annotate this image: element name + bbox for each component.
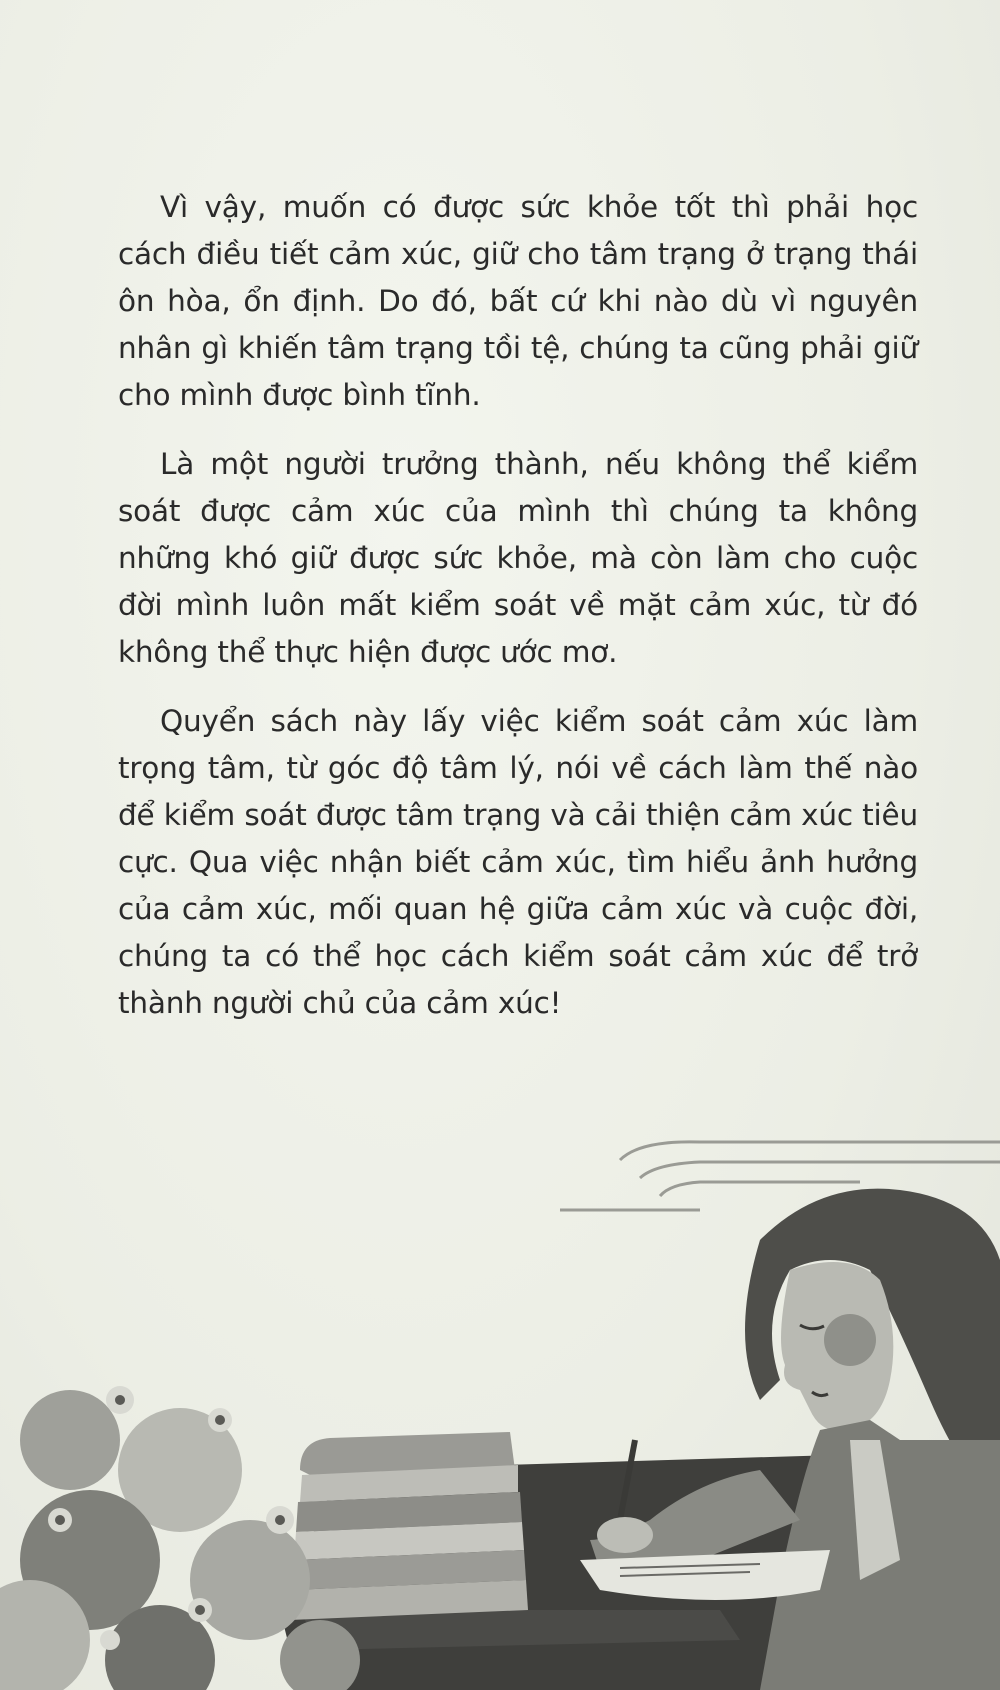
books-stack (290, 1432, 528, 1620)
body-text (118, 184, 918, 1049)
woman-writing-illustration (0, 1140, 1000, 1690)
paragraph-2: Là một người trưởng thành, nếu không thể kiểm soát được cảm xúc của mình thì chúng ta không những khó giữ được sức khỏe, mà còn làm cho cuộc đời mình luôn mất kiểm soát về mặt cảm xúc, từ đó không thể thực hiện được ước mơ. (118, 447, 918, 669)
paragraph-3: Quyển sách này lấy việc kiểm soát cảm xúc làm trọng tâm, từ góc độ tâm lý, nói về cách làm thế nào để kiểm soát được tâm trạng và cải thiện cảm xúc tiêu cực. Qua việc nhận biết cảm xúc, tìm hiểu ảnh hưởng của cảm xúc, mối quan hệ giữa cảm xúc và cuộc đời, chúng ta có thể học cách kiểm soát cảm xúc để trở thành người chủ của cảm xúc! (118, 704, 918, 1020)
paragraph-1: Vì vậy, muốn có được sức khỏe tốt thì phải học cách điều tiết cảm xúc, giữ cho tâm trạng ở trạng thái ôn hòa, ổn định. Do đó, bất cứ khi nào dù vì nguyên nhân gì khiến tâm trạng tồi tệ, chúng ta cũng phải giữ cho mình được bình tĩnh. (118, 190, 918, 412)
